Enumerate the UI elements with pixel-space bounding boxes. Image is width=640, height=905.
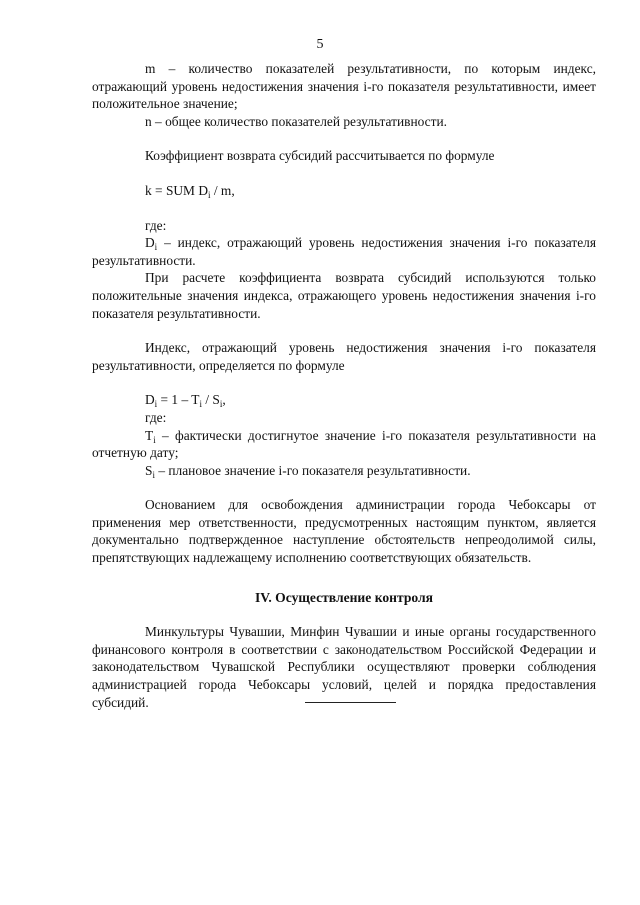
document-body <box>92 60 596 711</box>
section-heading-control: IV. Осуществление контроля <box>255 589 433 605</box>
definition-n: n – общее количество показателей результативности. <box>145 113 447 129</box>
definition-m: m – количество показателей результативности, по которым индекс, отражающий уровень недостижения значения i-го показателя результативности, имеет положительное значение; <box>92 61 596 112</box>
exemption-paragraph: Основанием для освобождения администрации города Чебоксары от применения мер ответственности, предусмотренных настоящим пунктом, является документально подтвержденное наступление обстоятельств непреодолимой силы, препятствующих надлежащему исполнению соответствующих обязательств. <box>92 497 596 566</box>
where-label-2: где: <box>145 409 167 425</box>
refund-coefficient-intro: Коэффициент возврата субсидий рассчитывается по формуле <box>145 148 495 164</box>
definition-ti: $T_i$ – фактически достигнутое значение i-го показателя результативности на отчетную дату; <box>92 427 596 461</box>
definition-di: $D_i$ – индекс, отражающий уровень недостижения значения i-го показателя результативности. <box>92 235 596 268</box>
index-formula: $D_i = 1 - T_i / S_i$, <box>145 392 226 410</box>
refund-coefficient-note: При расчете коэффициента возврата субсидий используются только положительные значения индекса, отражающего уровень недостижения значения i-го показателя результативности. <box>92 270 596 321</box>
index-intro: Индекс, отражающий уровень недостижения значения i-го показателя результативности, определяется по формуле <box>92 340 596 373</box>
refund-coefficient-formula: k = SUM $D_i$ / m, <box>145 182 235 200</box>
end-divider <box>305 702 396 703</box>
control-paragraph: Минкультуры Чувашии, Минфин Чувашии и иные органы государственного финансового контроля в соответствии с законодательством Российской Федерации и законодательством Чувашской Республики осуществляют проверки соблюдения администрацией города Чебоксары условий, целей и порядка предоставления субсидий. <box>92 624 596 710</box>
where-label-1: где: <box>145 217 167 233</box>
definition-si: $S_i$ – плановое значение i-го показателя результативности. <box>145 462 471 480</box>
page-number: 5 <box>316 37 324 52</box>
